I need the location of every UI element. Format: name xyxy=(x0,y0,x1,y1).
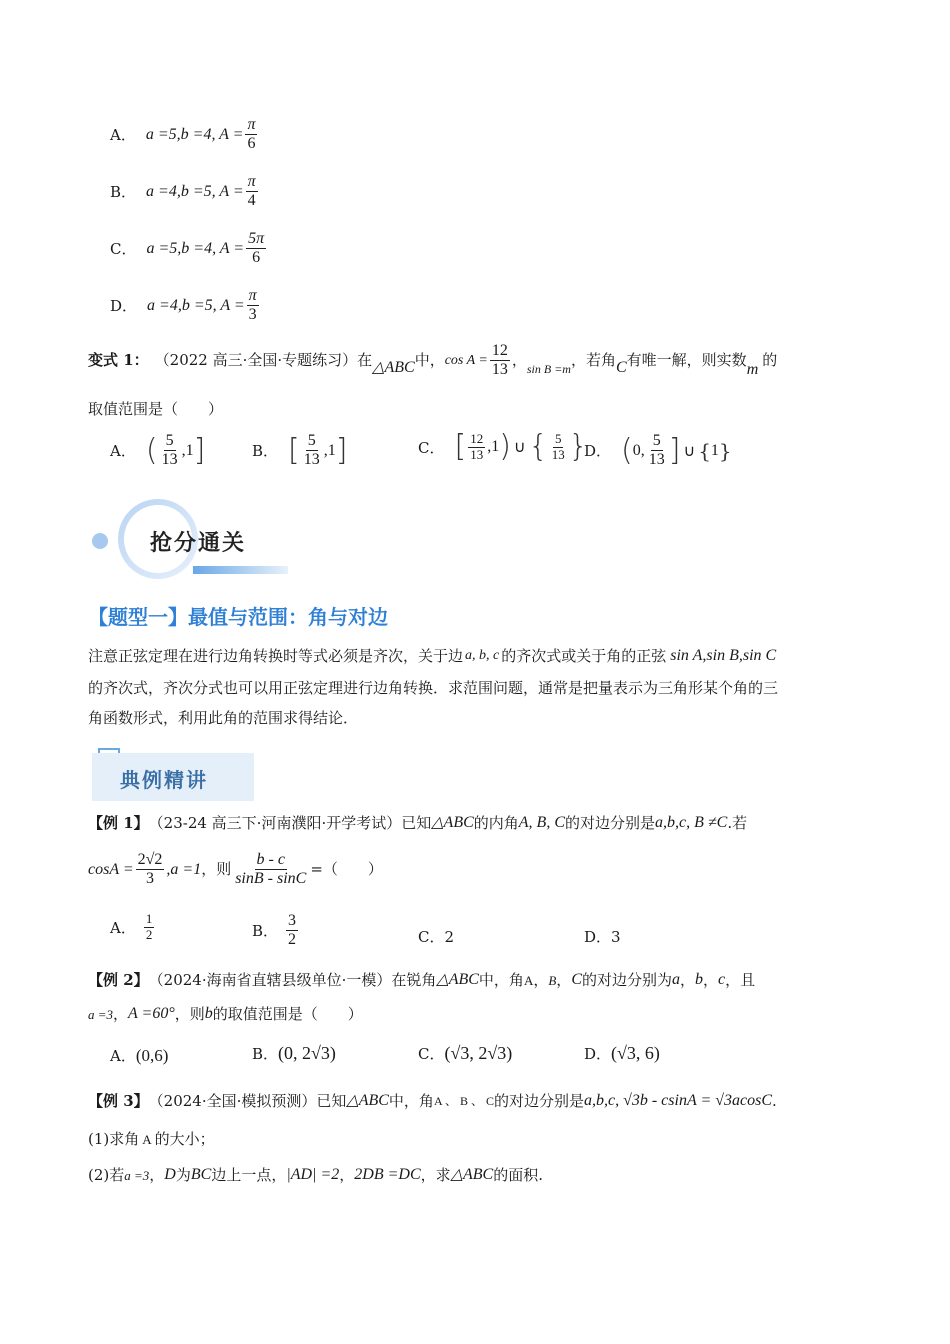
option-label: A． xyxy=(110,442,136,461)
fraction: $\frac{5}{13}$ xyxy=(551,431,565,462)
fraction: $\frac{5}{13}$ xyxy=(303,432,320,469)
a-value: ,a =1 xyxy=(166,860,202,878)
var-m: m xyxy=(746,360,759,378)
angle-a: A xyxy=(142,1132,152,1147)
angle-a: A xyxy=(523,972,534,988)
option-value: 3 xyxy=(611,927,621,946)
text: 1 xyxy=(710,441,719,459)
text: .若 xyxy=(727,813,748,832)
db-relation: 2DB =DC xyxy=(354,1166,421,1183)
fraction: $\frac{5}{13}$ xyxy=(648,432,665,469)
angle-c: C xyxy=(571,971,582,988)
text: 注意正弦定理在进行边角转换时等式必须是齐次，关于边 xyxy=(88,646,464,665)
fraction: $\frac{5\pi}{6}$ xyxy=(248,230,265,267)
text: ，则 xyxy=(201,860,232,879)
side-c: c xyxy=(718,971,726,988)
text: ， xyxy=(339,1165,355,1184)
side-a: a xyxy=(672,971,680,988)
option-label: D． xyxy=(584,442,612,461)
a-value: a =3 xyxy=(88,1006,114,1022)
text: 的大小； xyxy=(154,1130,215,1148)
side-b: b xyxy=(204,1005,213,1022)
option-value: (√3, 2√3) xyxy=(444,1043,513,1063)
fraction: $\frac{5}{13}$ xyxy=(161,432,178,469)
point-d: D xyxy=(164,1166,176,1183)
intro-line3: 角函数形式，利用此角的范围求得结论． xyxy=(88,709,359,727)
sines: sin A,sin B,sin C xyxy=(670,647,777,664)
fraction: $\frac{12}{13}$ xyxy=(470,431,484,462)
cos-a: cos A = xyxy=(444,352,488,368)
option-label: D． xyxy=(110,297,138,316)
fraction: $\frac{\pi}{4}$ xyxy=(247,173,256,210)
ex3-question-1 xyxy=(88,1132,215,1147)
ex1-line2 xyxy=(88,851,383,889)
option-label: B． xyxy=(252,922,279,941)
option-equation: a =5,b =4, A = xyxy=(146,239,245,257)
ex3-question-2 xyxy=(88,1167,543,1183)
variant-option-a: A． ( $\frac{5}{13}$ ,1 ] xyxy=(110,432,206,469)
text: ,1 xyxy=(181,441,194,459)
ex2-option-d xyxy=(584,1043,660,1064)
equation: a,b,c, √3b - csinA = √3acosC xyxy=(583,1092,773,1109)
option-value: (0,6) xyxy=(135,1045,169,1065)
text: ，则 xyxy=(174,1004,205,1023)
text: 的面积. xyxy=(493,1165,543,1184)
triangle-abc: △ABC xyxy=(346,1092,389,1109)
text: 的对边分别是 xyxy=(565,813,656,832)
text: 的齐次式或关于角的正弦 xyxy=(501,646,667,665)
variant-source: （2022 高三·全国·专题练习）在 xyxy=(154,351,373,370)
text: 的取值范围是（ ） xyxy=(212,1004,363,1023)
option-label: B． xyxy=(252,1045,279,1063)
option-label: C． xyxy=(418,928,445,946)
text: 边上一点， xyxy=(211,1165,287,1184)
section-heading: 【题型一】最值与范围：角与对边 xyxy=(88,605,388,629)
text: ， xyxy=(113,1004,129,1023)
text: ,1 xyxy=(323,441,336,459)
intro-line2: 的齐次式，齐次分式也可以用正弦定理进行边角转换．求范围问题，通常是把量表示为三角形某个角的三 xyxy=(88,679,779,697)
ex1-option-a xyxy=(110,912,156,943)
variant-title: 变式 1： xyxy=(88,351,149,370)
text: ,1 xyxy=(487,438,500,456)
text: ， xyxy=(556,970,572,989)
ex2-option-a xyxy=(110,1045,168,1066)
option-a xyxy=(110,116,259,154)
ex1-line1 xyxy=(88,815,747,831)
sides: a,b,c, B ≠C xyxy=(655,814,728,831)
text: 中，角 xyxy=(478,970,524,989)
text: 有唯一解，则实数 xyxy=(626,351,747,370)
option-d xyxy=(110,287,261,325)
text: 的对边分别是 xyxy=(493,1091,584,1110)
ex2-line2 xyxy=(88,1006,363,1022)
example-tag: 【例 2】 xyxy=(88,970,149,989)
option-label: C． xyxy=(418,438,445,457)
ex2-line1 xyxy=(88,972,755,988)
variant-option-c: C． [ $\frac{12}{13}$ ,1 ) ∪ { $\frac{5}{13}$ } xyxy=(418,429,588,465)
text: ， xyxy=(703,970,719,989)
option-equation: a =4,b =5, A = xyxy=(147,296,245,314)
option-label: B． xyxy=(110,183,137,202)
angle-value: A =60° xyxy=(128,1005,175,1022)
option-label: D． xyxy=(584,1045,612,1063)
variant-1-line1 xyxy=(88,342,777,380)
text: 的内角 xyxy=(473,813,519,832)
text: ， xyxy=(533,970,549,989)
text: (2)若 xyxy=(88,1165,125,1184)
text: 为 xyxy=(175,1165,191,1184)
example-tag: 【例 1】 xyxy=(88,813,149,832)
fraction: $\frac{3}{2}$ xyxy=(288,912,297,949)
text: 的 xyxy=(762,351,778,370)
text: 的对边分别为 xyxy=(581,970,672,989)
sides-abc: a, b, c xyxy=(465,648,500,663)
example-banner-title: 典例精讲 xyxy=(120,768,208,792)
union-symbol: ∪ xyxy=(683,442,696,460)
option-value: (0, 2√3) xyxy=(278,1043,336,1063)
option-c xyxy=(110,230,268,268)
option-label: A． xyxy=(110,1047,136,1065)
fraction: $\frac{1}{2}$ xyxy=(145,911,153,942)
option-value: 2 xyxy=(444,927,455,946)
angles: A, B, C xyxy=(518,814,565,831)
ad-length: |AD| =2 xyxy=(286,1166,340,1183)
intro-line1 xyxy=(88,648,776,664)
example-tag: 【例 3】 xyxy=(88,1091,149,1110)
side-b: b xyxy=(695,971,704,988)
ex2-option-b xyxy=(252,1043,336,1064)
text: 0, xyxy=(632,441,645,459)
segment-bc: BC xyxy=(190,1166,212,1183)
option-label: D． xyxy=(584,928,612,946)
angle-c: C xyxy=(616,358,627,376)
example-source: （23-24 高三下·河南濮阳·开学考试）已知 xyxy=(148,813,432,832)
variant-option-b: B． [ $\frac{5}{13}$ ,1 ] xyxy=(252,432,348,469)
option-label: A． xyxy=(110,126,136,145)
ex1-option-d xyxy=(584,926,621,947)
text: ，若角 xyxy=(570,351,616,370)
example-source: （2024·全国·模拟预测）已知 xyxy=(148,1091,347,1110)
option-b xyxy=(110,173,260,211)
text: ， xyxy=(511,351,527,370)
angles: A 、 B 、 C xyxy=(433,1094,494,1108)
fraction: $\frac{12}{13}$ xyxy=(491,342,508,379)
option-label: B． xyxy=(252,442,279,461)
ex1-option-b xyxy=(252,912,300,950)
fraction: $\frac{b - c}{\sin B - \sin C}$ xyxy=(235,851,307,888)
triangle-abc: △ABC xyxy=(431,814,474,831)
triangle-abc: △ABC xyxy=(450,1166,494,1183)
text: (1)求角 xyxy=(88,1130,140,1148)
text: ， xyxy=(680,970,696,989)
text: ，且 xyxy=(725,970,756,989)
variant-option-d: D． ( 0, $\frac{5}{13}$ ] ∪ { 1 } xyxy=(584,432,732,469)
fraction: $\frac{\pi}{3}$ xyxy=(248,287,257,324)
text: . xyxy=(772,1091,777,1110)
option-label: A． xyxy=(110,918,136,937)
example-source: （2024·海南省直辖县级单位·一模）在锐角 xyxy=(148,970,437,989)
triangle-abc: △ABC xyxy=(372,358,415,376)
option-label: C． xyxy=(110,240,137,259)
fraction: $\frac{2√2}{3}$ xyxy=(137,851,163,888)
union-symbol: ∪ xyxy=(513,439,526,457)
angle-b: B xyxy=(548,972,557,988)
sin-b: sin B =m xyxy=(526,361,571,376)
variant-1-line2: 取值范围是（ ） xyxy=(88,400,224,418)
triangle-abc: △ABC xyxy=(436,971,479,988)
option-equation: a =5,b =4, A = xyxy=(145,125,244,143)
option-label: C． xyxy=(418,1045,445,1063)
example-banner xyxy=(88,746,254,802)
text: ， xyxy=(149,1165,165,1184)
banner-title: 抢分通关 xyxy=(150,531,247,556)
ex1-option-c xyxy=(418,926,454,947)
text: ，求 xyxy=(420,1165,451,1184)
a-value: a =3 xyxy=(124,1167,150,1183)
option-value: (√3, 6) xyxy=(611,1043,660,1063)
ex2-option-c xyxy=(418,1043,512,1064)
cos-a: cosA = xyxy=(88,860,134,878)
text: =（ ） xyxy=(310,860,383,879)
ex3-line1 xyxy=(88,1093,777,1109)
fraction: $\frac{\pi}{6}$ xyxy=(247,116,256,153)
option-equation: a =4,b =5, A = xyxy=(146,182,244,200)
section-banner xyxy=(88,496,293,582)
text: 中， xyxy=(414,351,445,370)
text: 中，角 xyxy=(388,1091,434,1110)
